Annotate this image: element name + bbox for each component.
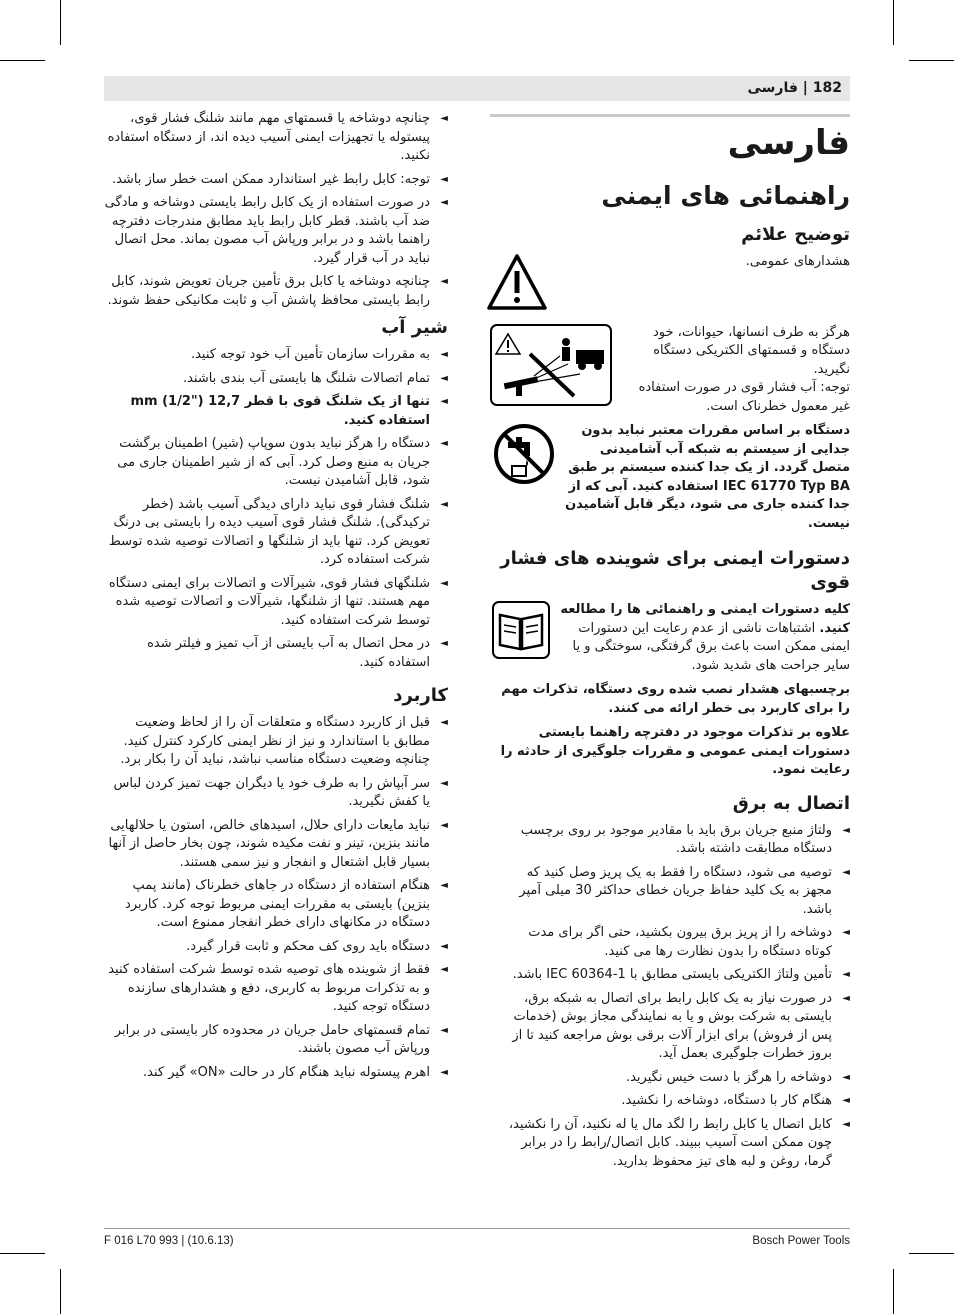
no-spray-people-icon bbox=[490, 324, 612, 417]
no-drinking-water-icon bbox=[490, 422, 556, 533]
spray-note-text: توجه: آب فشار قوی در صورت استفاده غیر معمول خطرناک است. bbox=[638, 380, 850, 414]
list-item: ◄ فقط از شوینده های توصیه شده توسط شرکت استفاده کنید و به تذکرات مربوط به کاربری، دفع و هشدارهای سازنده دستگاه توجه کنید. bbox=[108, 962, 448, 1014]
bullet-triangle-icon: ◄ bbox=[440, 940, 448, 952]
bullet-triangle-icon: ◄ bbox=[440, 880, 448, 891]
list-item: ◄ هنگام استفاده از دستگاه در جاهای خطرناک (مانند پمپ بنزین) بایستی به مقررات ایمنی مربوط توجه کرد. کاربرد دستگاه در مکانهای دارای خطر انفجار ممنوع است. bbox=[125, 878, 448, 930]
list-item: ◄ نباید مایعات دارای حلال، اسیدهای خالص، استون یا حلالهایی مانند بنزین، تینر و نفت مکیده شوند، چون بخار حاصل از آنها بسیار قابل اشتعال و انفجار و نیز سمی هستند. bbox=[108, 817, 448, 870]
additional-text: علاوه بر تذکرات موجود در دفترچه راهنما بایستی دستورات ایمنی عمومی و مقررات جلوگیری از حادثه را رعایت نمود. bbox=[500, 725, 850, 777]
crop-mark bbox=[909, 60, 954, 61]
list-item: ◄ تمام قسمتهای حامل جریان در محدوده کار بایستی در برابر ورپاش آب مصون باشند. bbox=[114, 1022, 448, 1056]
bullet-triangle-icon: ◄ bbox=[842, 1118, 850, 1130]
bullet-triangle-icon: ◄ bbox=[440, 438, 448, 449]
bullet-triangle-icon: ◄ bbox=[440, 396, 448, 407]
header-language: فارسی bbox=[747, 80, 798, 96]
bullet-triangle-icon: ◄ bbox=[440, 113, 448, 124]
crop-mark bbox=[60, 1269, 61, 1314]
footer-brand: Bosch Power Tools bbox=[752, 1235, 850, 1247]
water-warning-text: دستگاه بر اساس مقررات معتبر نباید بدون جدایی از سیستم به شبکه آب آشامیدنی متصل گردد. از یک جدا کننده سیستم بر طبق IEC 61770 Typ BA استفاده کنید. آبی که از جدا کننده جاری می شود، دیگر قابل آشامیدن نیست. bbox=[565, 423, 850, 531]
page-number: 182 bbox=[812, 80, 842, 96]
title-rule bbox=[490, 114, 850, 117]
read-manual-row bbox=[490, 601, 850, 675]
crop-mark bbox=[893, 1269, 894, 1314]
list-item: ◄ شلنگهای فشار قوی، شیرآلات و اتصالات برای ایمنی دستگاه مهم هستند. تنها از شلنگها، شیرآلات و اتصالات توصیه شده توسط شرکت استفاده کنید. bbox=[108, 575, 448, 628]
bullet-triangle-icon: ◄ bbox=[440, 197, 448, 208]
list-item: ◄ ولتاژ منبع جریان برق باید با مقادیر موجود بر روی برچسب دستگاه مطابقت داشته باشد. bbox=[520, 822, 850, 856]
water-warning-row bbox=[490, 422, 850, 533]
bullet-triangle-icon: ◄ bbox=[440, 173, 448, 185]
bullet-triangle-icon: ◄ bbox=[842, 1071, 850, 1083]
read-all-rest: اشتباهات ناشی از عدم رعایت این دستورات ایمنی ممکن است باعث برق گرفتگی، سوختگی و یا سایر جراحت های شدید شود. bbox=[572, 620, 850, 673]
list-item: ◄ قبل از کاربرد دستگاه و متعلقات آن را از لحاظ وضعیت مطابق با استاندارد و نیز از نظر ایمنی کارکرد کنترل کنید. چنانچه وضعیت دستگاه مناسب نباشد، نباید آن را بکار برد. bbox=[120, 715, 448, 767]
list-item: ◄ دوشاخه را از پریز برق بیرون بکشید، حتی اگر برای مدت کوتاه دستگاه را بدون نظارت رها می کنید. bbox=[528, 925, 850, 959]
bullet-triangle-icon: ◄ bbox=[440, 577, 448, 589]
bullet-triangle-icon: ◄ bbox=[842, 824, 850, 836]
list-item: ◄ تمام اتصالات شلنگ ها بایستی آب بندی باشند. bbox=[104, 370, 448, 389]
left-column bbox=[104, 110, 448, 1087]
instructions-heading: دستورات ایمنی برای شوینده های فشار قوی bbox=[500, 548, 850, 593]
list-item: ◄ هنگام کار با دستگاه، دوشاخه را نکشید. bbox=[508, 1092, 850, 1111]
bullet-triangle-icon: ◄ bbox=[440, 638, 448, 649]
warning-triangle-icon bbox=[484, 253, 548, 318]
read-manual-icon bbox=[490, 601, 550, 675]
page-title: فارسی bbox=[727, 123, 850, 163]
list-item: ◄ در صورت نیاز به یک کابل رابط برای اتصال به شبکه برق، بایستی به شرکت بوش و یا به نمایندگی مجاز بوش (خدمات پس از فروش) برای ابزار آلات برقی بوش مراجعه کنید تا از بروز خطرات جلوگیری بعمل آید. bbox=[512, 990, 850, 1061]
bullet-triangle-icon: ◄ bbox=[440, 717, 448, 728]
stickers-text: برچسبهای هشدار نصب شده روی دستگاه، تذکرات مهم را برای کاربرد بی خطر ارائه می کنند. bbox=[501, 682, 850, 716]
list-item: ◄ دستگاه را هرگز نباید بدون سوپاپ (شیر) اطمینان برگشت جریان به منبع وصل کرد. آبی که از شیر اطمینان جاری می شود، قابل آشامیدن نیست. bbox=[117, 436, 448, 488]
crop-mark bbox=[0, 1253, 45, 1254]
list-item: ◄ شلنگ فشار قوی نباید دارای دیدگی آسیب باشد (خطر ترکیدگی). شلنگ فشار قوی آسیب دیده را بایستی بی درنگ تعویض کرد. تنها باید از شلنگها و اتصالات توصیه شده توسط شرکت استفاده کرد. bbox=[108, 496, 448, 567]
bullet-triangle-icon: ◄ bbox=[440, 372, 448, 384]
connection-heading: اتصال به برق bbox=[732, 792, 850, 814]
list-item: ◄ توصیه می شود، دستگاه را فقط به یک پریز وصل کنید که مجهز به یک کلید حفاظ جریان خطای حداکثر 30 میلی آمپر باشد. bbox=[519, 864, 850, 917]
general-warning-text: هشدارهای عمومی. bbox=[745, 254, 850, 269]
footer-rule bbox=[104, 1228, 850, 1229]
page-header bbox=[104, 76, 850, 101]
water-supply-heading: شیر آب bbox=[381, 317, 448, 338]
list-item: ◄ در محل اتصال به آب بایستی از آب تمیز و فیلتر شده استفاده کنید. bbox=[147, 636, 448, 670]
bullet-triangle-icon: ◄ bbox=[842, 927, 850, 938]
bullet-triangle-icon: ◄ bbox=[440, 276, 448, 287]
crop-mark bbox=[0, 60, 45, 61]
bullet-triangle-icon: ◄ bbox=[842, 969, 850, 980]
list-item: ◄ چنانچه دوشاخه یا کابل برق تأمین جریان تعویض شوند، کابل رابط بایستی محافظ پاشش آب و ثابت مکانیکی حفظ شوند. bbox=[107, 274, 448, 308]
list-item: ◄ کابل اتصال یا کابل رابط را لگد مال یا له نکنید، آن را نکشید، چون ممکن است آسیب ببیند. کابل اتصال/رابط را در برابر گرما، روغن و لبه های تیز محفوظ بدارید. bbox=[508, 1116, 850, 1169]
list-item: ◄ چنانچه دوشاخه یا قسمتهای مهم مانند شلنگ فشار قوی، پیستوله یا تجهیزات ایمنی آسیب دیده اند، از دستگاه استفاده نکنید. bbox=[107, 111, 448, 163]
spray-warning-text: هرگز به طرف انسانها، حیوانات، خود دستگاه و قسمتهای الکتریکی دستگاه نگیرید. bbox=[652, 324, 850, 377]
bullet-triangle-icon: ◄ bbox=[842, 866, 850, 878]
bullet-triangle-icon: ◄ bbox=[440, 349, 448, 360]
list-item: ◄ دستگاه باید روی کف محکم و ثابت قرار گیرد. bbox=[104, 938, 448, 957]
bullet-triangle-icon: ◄ bbox=[440, 964, 448, 975]
bullet-triangle-icon: ◄ bbox=[440, 1066, 448, 1078]
spray-warning-row bbox=[490, 324, 850, 417]
list-item: ◄ در صورت استفاده از یک کابل رابط بایستی دوشاخه و مادگی ضد آب باشند. قطر کابل رابط باید مطابق مندرجات دفترچه راهنما باشد و در برابر ورپاش آب مصون بماند. محل اتصال نباید در آب قرار گیرد. bbox=[104, 195, 448, 266]
usage-list bbox=[104, 714, 448, 1082]
list-item: ◄ تنها از یک شلنگ قوی با قطر 12,7 mm (1/2") استفاده کنید. bbox=[130, 394, 448, 428]
footer-doc-id: F 016 L70 993 | (10.6.13) bbox=[104, 1235, 234, 1247]
bullet-triangle-icon: ◄ bbox=[440, 819, 448, 831]
water-supply-list bbox=[104, 346, 448, 672]
bullet-triangle-icon: ◄ bbox=[440, 1024, 448, 1036]
list-item: ◄ دوشاخه را هرگز با دست خیس نگیرید. bbox=[508, 1069, 850, 1088]
list-item: ◄ سر آبپاش را به طرف خود یا دیگران جهت تمیز کردن لباس یا کفش نگیرید. bbox=[113, 775, 448, 809]
list-item: ◄ تأمین ولتاژ الکتریکی بایستی مطابق با IEC 60364-1 باشد. bbox=[508, 966, 850, 985]
page-number-label bbox=[747, 79, 842, 98]
usage-heading: کاربرد bbox=[393, 685, 448, 706]
general-warning-row bbox=[490, 253, 850, 318]
bullet-triangle-icon: ◄ bbox=[440, 498, 448, 510]
crop-mark bbox=[893, 0, 894, 45]
right-column bbox=[490, 110, 850, 1176]
connection-list bbox=[490, 822, 850, 1172]
crop-mark bbox=[60, 0, 61, 45]
list-item: ◄ اهرم پیستوله نباید هنگام کار در حالت «ON» گیر کند. bbox=[104, 1064, 448, 1083]
bullet-triangle-icon: ◄ bbox=[842, 992, 850, 1004]
crop-mark bbox=[909, 1253, 954, 1254]
bullet-triangle-icon: ◄ bbox=[842, 1095, 850, 1106]
list-item: ◄ به مقررات سازمان تأمین آب خود توجه کنید. bbox=[104, 346, 448, 365]
bullet-triangle-icon: ◄ bbox=[440, 777, 448, 789]
symbols-heading: توضیح علائم bbox=[741, 224, 850, 245]
list-item: ◄ توجه: کابل رابط غیر استاندارد ممکن است خطر ساز باشد. bbox=[104, 171, 448, 190]
separator: | bbox=[797, 80, 808, 96]
section-title: راهنمائی های ایمنی bbox=[601, 181, 850, 210]
top-list bbox=[104, 110, 448, 310]
read-all-bold: کلیه دستورات ایمنی و راهنمائی ها را مطالعه کنید. bbox=[560, 602, 850, 636]
